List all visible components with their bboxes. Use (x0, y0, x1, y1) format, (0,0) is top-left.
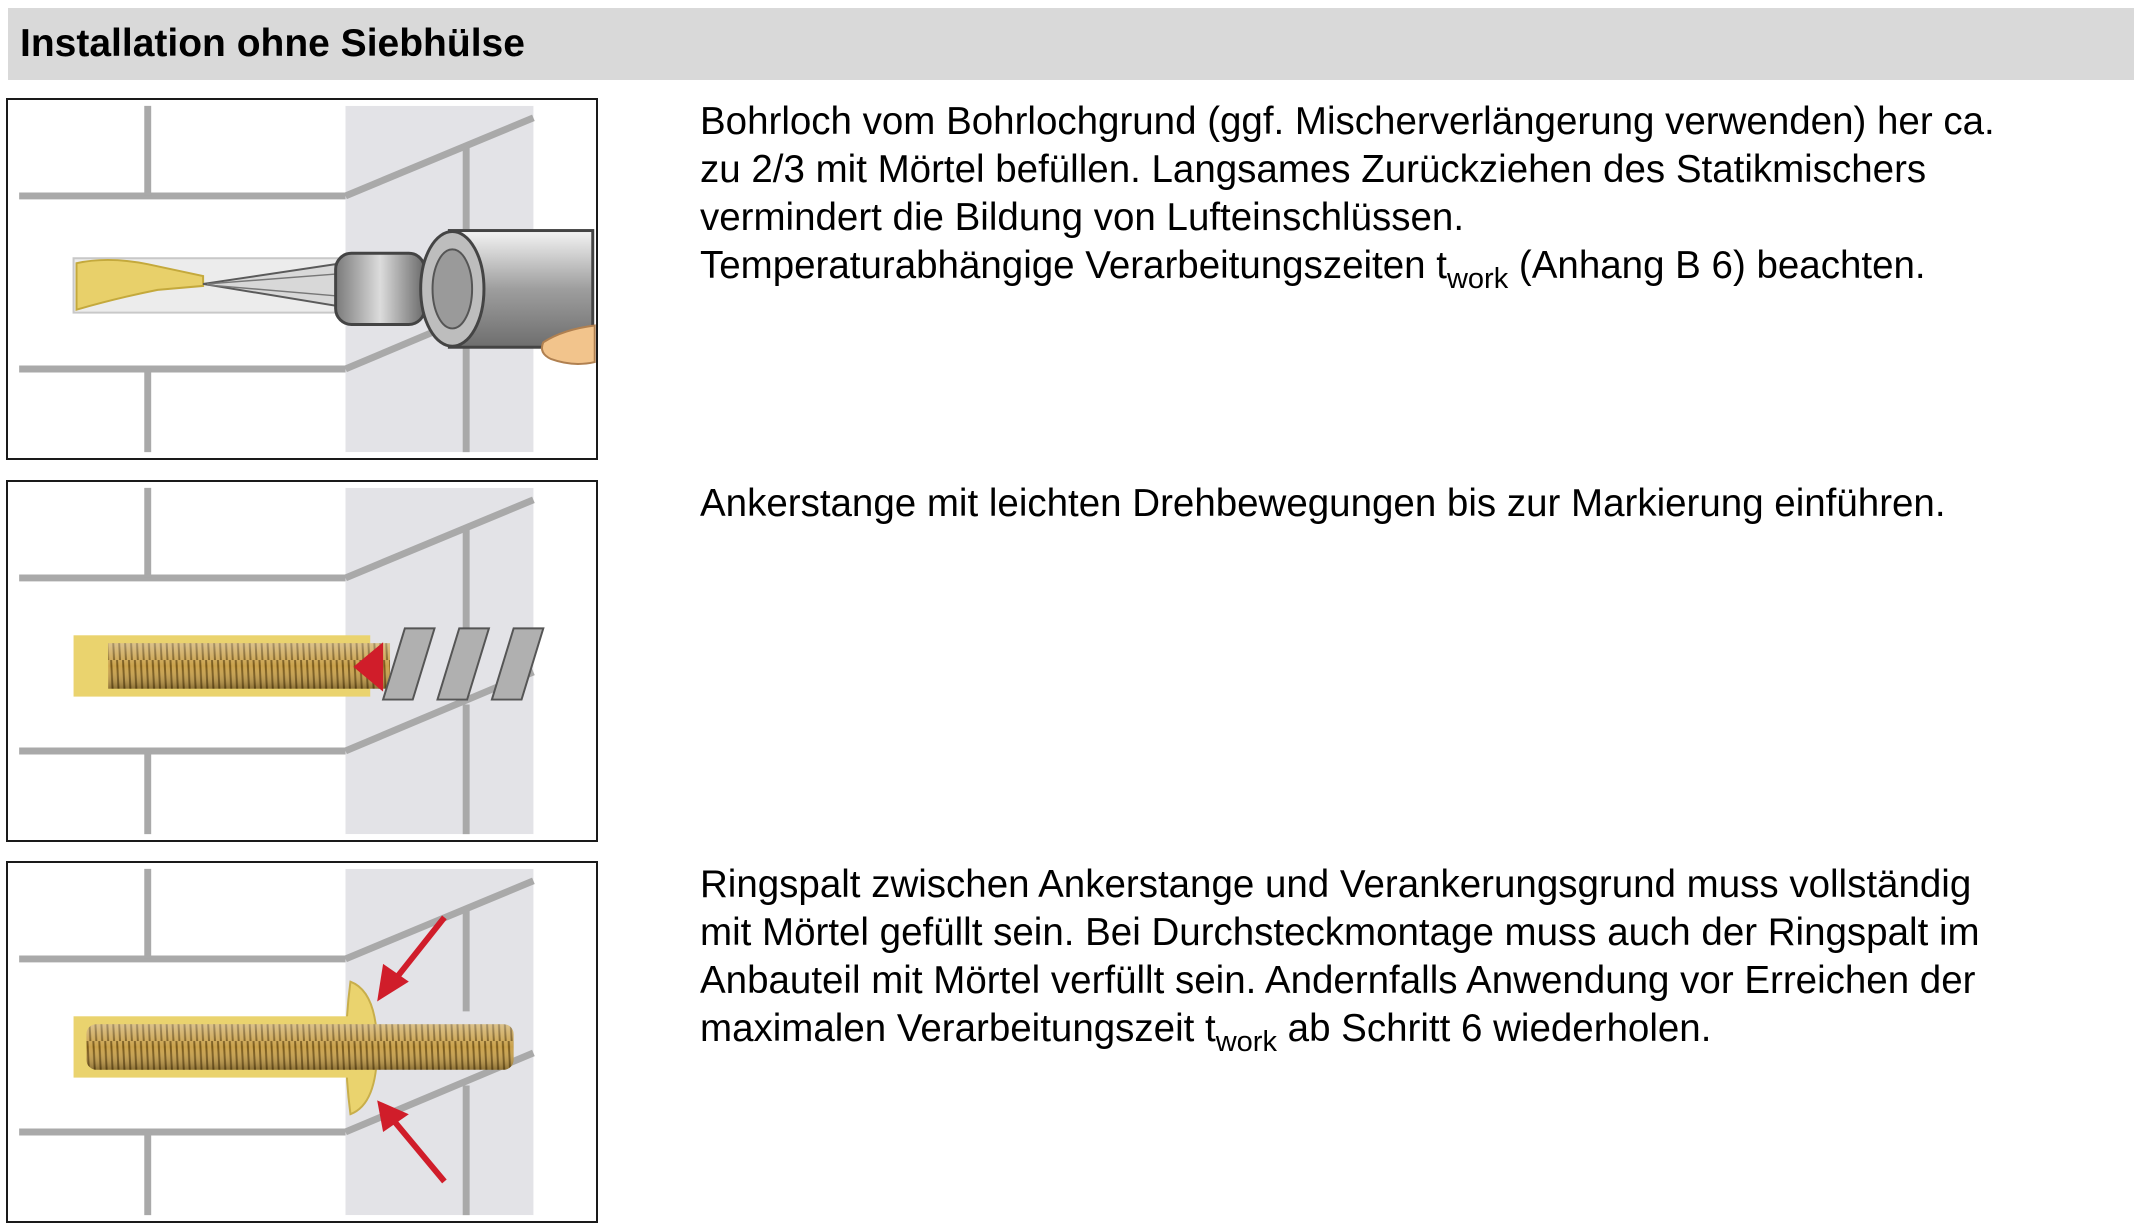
mixer-filling-hole-drawing (8, 100, 596, 458)
working-time-text: maximalen Verarbeitungszeit t (700, 1007, 1216, 1050)
step-1-description (700, 98, 1995, 295)
text-line: mit Mörtel gefüllt sein. Bei Durchsteckmontage muss auch der Ringspalt im (700, 911, 1980, 954)
step-1 (0, 98, 2143, 462)
text-line: zu 2/3 mit Mörtel befüllen. Langsames Zurückziehen des Statikmischers (700, 148, 1927, 191)
step-2-description (700, 480, 1946, 528)
annular-gap-filled-drawing (8, 863, 596, 1221)
text-line: vermindert die Bildung von Lufteinschlüssen. (700, 196, 1465, 239)
section-title: Installation ohne Siebhülse (20, 22, 525, 65)
working-time-note (700, 1005, 1980, 1058)
temperature-note-suffix: (Anhang B 6) beachten. (1508, 244, 1926, 287)
text-line: Ringspalt zwischen Ankerstange und Verankerungsgrund muss vollständig (700, 863, 1972, 906)
illustration-mixer-filling-hole (6, 98, 598, 460)
anchor-rod-insertion-drawing (8, 482, 596, 840)
text-line: Anbauteil mit Mörtel verfüllt sein. Andernfalls Anwendung vor Erreichen der (700, 959, 1976, 1002)
temperature-note (700, 242, 1995, 295)
temperature-note-text: Temperaturabhängige Verarbeitungszeiten t (700, 244, 1447, 287)
illustration-anchor-rod-insertion (6, 480, 598, 842)
working-time-suffix: ab Schritt 6 wiederholen. (1276, 1007, 1712, 1050)
step-3-description (700, 861, 1980, 1058)
step-2 (0, 480, 2143, 844)
work-subscript: work (1215, 1026, 1277, 1058)
work-subscript: work (1446, 263, 1509, 295)
step-3 (0, 861, 2143, 1225)
illustration-annular-gap-filled (6, 861, 598, 1223)
text-line: Bohrloch vom Bohrlochgrund (ggf. Mischerverlängerung verwenden) her ca. (700, 100, 1995, 143)
text-line: Ankerstange mit leichten Drehbewegungen bis zur Markierung einführen. (700, 482, 1946, 525)
section-header (8, 8, 2134, 80)
